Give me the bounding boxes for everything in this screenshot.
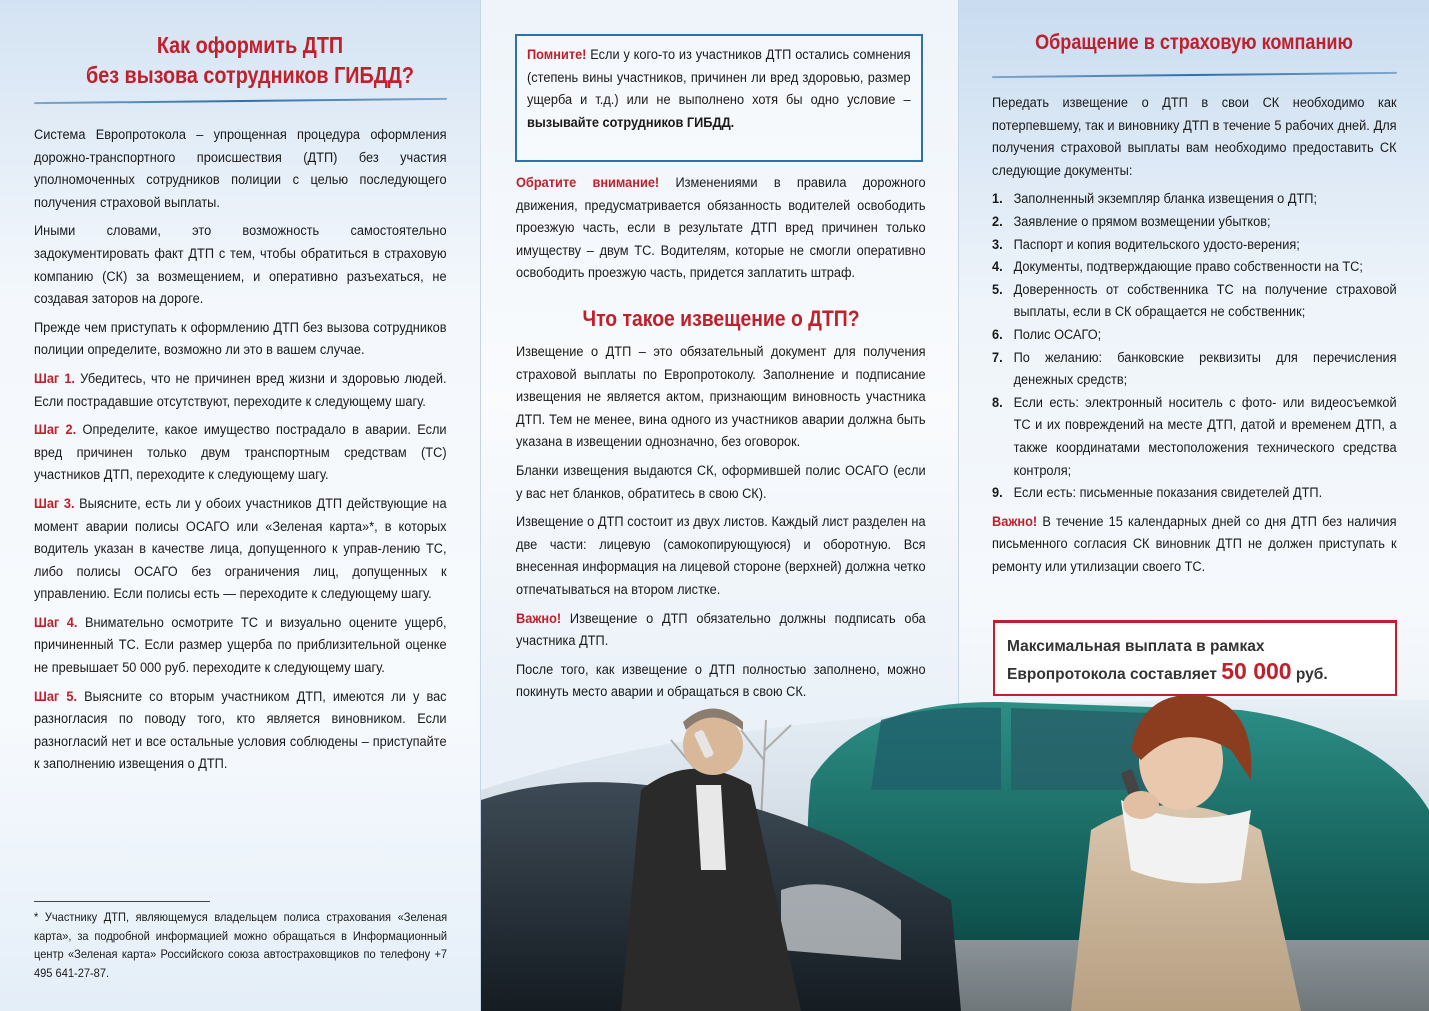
step-5 (34, 686, 447, 776)
right-title: Обращение в страховую компанию (1035, 31, 1353, 54)
remember-label: Помните! (527, 47, 587, 63)
step-5-text: Выясните со вторым участником ДТП, имеются ли у вас разногласия по поводу того, кто является виновником. Если разногласий нет и все остальные условия соблюдены – приступайте к заполнению извещения о ДТП. (34, 688, 447, 773)
middle-paragraph-1: Извещение о ДТП – это обязательный документ для получения страховой выплаты по Европротоколу. Заполнение и подписание извещения не является актом, признающим виновность участника ДТП. Тем не менее, вина одного из участников аварии должна быть указана в извещении однозначно, без оговорок. (516, 343, 926, 451)
document-number: 6. (992, 326, 1003, 343)
step-2-label: Шаг 2. (34, 422, 77, 439)
right-important-text: В течение 15 календарных дней со дня ДТП без наличия письменного согласия СК виновник ДТП не должен приступать к ремонту или утилизации своего ТС. (992, 513, 1397, 575)
middle-important-text: Извещение о ДТП обязательно должны подписать оба участника ДТП. (516, 610, 926, 650)
right-paragraph-1: Передать извещение о ДТП в свои СК необходимо как потерпевшему, так и виновнику ДТП в течение 5 рабочих дней. Для получения страховой выплаты вам необходимо предоставить СК следующие документы: (992, 95, 1397, 179)
max-payout-unit: руб. (1295, 666, 1328, 683)
document-item (992, 279, 1397, 324)
step-4 (34, 612, 447, 680)
document-item (992, 482, 1397, 505)
right-important (992, 511, 1397, 579)
middle-paragraph-4: После того, как извещение о ДТП полностью заполнено, можно покинуть место аварии и обращаться в свою СК. (516, 661, 926, 701)
step-4-label: Шаг 4. (34, 614, 78, 631)
document-text: Документы, подтверждающие право собственности на ТС; (1013, 259, 1363, 276)
step-3-text: Выясните, есть ли у обоих участников ДТП действующие на момент аварии полисы ОСАГО или «Зеленая карта»*, в которых водитель указан в качестве лица, допущенного к управ-лению ТС, либо полисы ОСАГО без ограничения лиц, допущенных к управлению. Если полисы есть — переходите к следующему шагу. (34, 495, 447, 603)
document-text: Если есть: электронный носитель с фото- или видеосъемкой ТС и их повреждений на месте ДТП, датой и временем ДТП, а также координатами местоположения технического средства контроля; (1013, 394, 1397, 479)
middle-paragraph-3: Извещение о ДТП состоит из двух листов. Каждый лист разделен на две части: лицевую (самокопирующуюся) и оборотную. Вся внесенная информация на лицевой стороне (верхней) должна четко отпечатываться на втором листке. (516, 514, 926, 598)
document-number: 5. (992, 281, 1003, 298)
step-1 (34, 368, 447, 413)
document-item (992, 347, 1397, 392)
document-number: 7. (992, 349, 1003, 366)
step-4-text: Внимательно осмотрите ТС и визуально оцените ущерб, причиненный ТС. Если размер ущерба по приблизительной оценке не превышает 50 000 руб. переходите к следующему шагу. (34, 614, 447, 677)
middle-important (516, 608, 926, 653)
document-item (992, 211, 1397, 234)
document-number: 2. (992, 213, 1003, 230)
document-number: 8. (992, 394, 1003, 411)
accident-photo (481, 690, 1429, 1011)
attention-text: Изменениями в правила дорожного движения, предусматривается обязанность водителей освободить проезжую часть, если в результате ДТП вред причинен только имуществу – двум ТС. Водителям, которые не смогли оперативно освободить проезжую часть, придется заплатить штраф. (516, 175, 926, 282)
left-title (69, 30, 430, 90)
middle-title: Что такое извещение о ДТП? (582, 305, 860, 331)
left-body (34, 124, 447, 782)
attention-paragraph (516, 172, 926, 285)
document-number: 9. (992, 485, 1003, 502)
documents-list (992, 188, 1397, 504)
left-title-line1: Как оформить ДТП (156, 32, 344, 58)
attention-label: Обратите внимание! (516, 175, 660, 191)
document-text: Заявление о прямом возмещении убытков; (1013, 213, 1271, 230)
max-payout-line2 (1007, 659, 1383, 687)
max-payout-label: Европротокола составляет (1007, 666, 1217, 683)
remember-text (527, 44, 911, 134)
document-item (992, 324, 1397, 347)
footnote-rule (34, 901, 210, 902)
document-item (992, 256, 1397, 279)
remember-bold: вызывайте сотрудников ГИБДД. (527, 114, 735, 131)
document-text: Если есть: письменные показания свидетелей ДТП. (1013, 485, 1323, 502)
left-panel (0, 0, 480, 1011)
step-2 (34, 419, 447, 487)
accident-photo-illustration (481, 690, 1429, 1011)
document-number: 4. (992, 259, 1003, 276)
middle-important-label: Важно! (516, 610, 562, 627)
left-paragraph-3: Прежде чем приступать к оформлению ДТП без вызова сотрудников полиции определите, возможно ли это в вашем случае. (34, 319, 447, 359)
step-3-label: Шаг 3. (34, 495, 75, 512)
left-title-rule (34, 98, 447, 104)
document-item (992, 392, 1397, 482)
document-number: 3. (992, 236, 1003, 253)
left-paragraph-2: Иными словами, это возможность самостоятельно задокументировать факт ДТП с тем, чтобы обратиться в страховую компанию (СК) за возмещением, и оперативно разъехаться, не создавая заторов на дороге. (34, 223, 447, 308)
document-text: Полис ОСАГО; (1013, 326, 1102, 343)
remember-body: Если у кого-то из участников ДТП остались сомнения (степень вины участников, причинен ли вред здоровью, размер ущерба и т.д.) или не выполнено хотя бы одно условие – (527, 47, 911, 109)
document-item (992, 234, 1397, 257)
step-1-label: Шаг 1. (34, 370, 75, 387)
right-important-label: Важно! (992, 513, 1038, 530)
document-item (992, 188, 1397, 211)
document-text: Паспорт и копия водительского удосто-верения; (1013, 236, 1300, 253)
right-title-rule (992, 72, 1397, 78)
step-1-text: Убедитесь, что не причинен вред жизни и здоровью людей. Если пострадавшие отсутствуют, переходите к следующему шагу. (34, 370, 447, 410)
footnote: * Участнику ДТП, являющемуся владельцем полиса страхования «Зеленая карта», за подробной информацией можно обращаться в Информационный центр «Зеленая карта» Российского союза автостраховщиков по телефону +7 495 641-27-87. (34, 910, 448, 981)
step-2-text: Определите, какое имущество пострадало в аварии. Если вред причинен только двум транспортным средствам (ТС) участников ДТП, переходите к следующему шагу. (34, 422, 447, 484)
left-paragraph-1: Система Европротокола – упрощенная процедура оформления дорожно-транспортного происшествия (ДТП) без участия уполномоченных сотрудников полиции с целью последующего получения страховой выплаты. (34, 127, 447, 211)
document-text: По желанию: банковские реквизиты для перечисления денежных средств; (1013, 349, 1397, 389)
middle-paragraph-2: Бланки извещения выдаются СК, оформившей полис ОСАГО (если у вас нет бланков, обратитесь в свою СК). (516, 462, 926, 502)
step-5-label: Шаг 5. (34, 688, 78, 705)
left-title-line2: без вызова сотрудников ГИБДД? (86, 62, 414, 88)
max-payout-box (993, 620, 1397, 696)
right-body (992, 92, 1397, 584)
middle-body (516, 172, 926, 710)
document-text: Доверенность от собственника ТС на получение страховой выплаты, если в СК обращается не собственник; (1013, 281, 1397, 321)
document-text: Заполненный экземпляр бланка извещения о ДТП; (1013, 191, 1317, 208)
remember-box (515, 34, 923, 162)
green-car-window (871, 708, 1001, 791)
document-number: 1. (992, 191, 1003, 208)
step-3 (34, 493, 447, 606)
max-payout-amount: 50 000 (1221, 658, 1292, 684)
max-payout-line1: Максимальная выплата в рамках (1007, 638, 1265, 655)
